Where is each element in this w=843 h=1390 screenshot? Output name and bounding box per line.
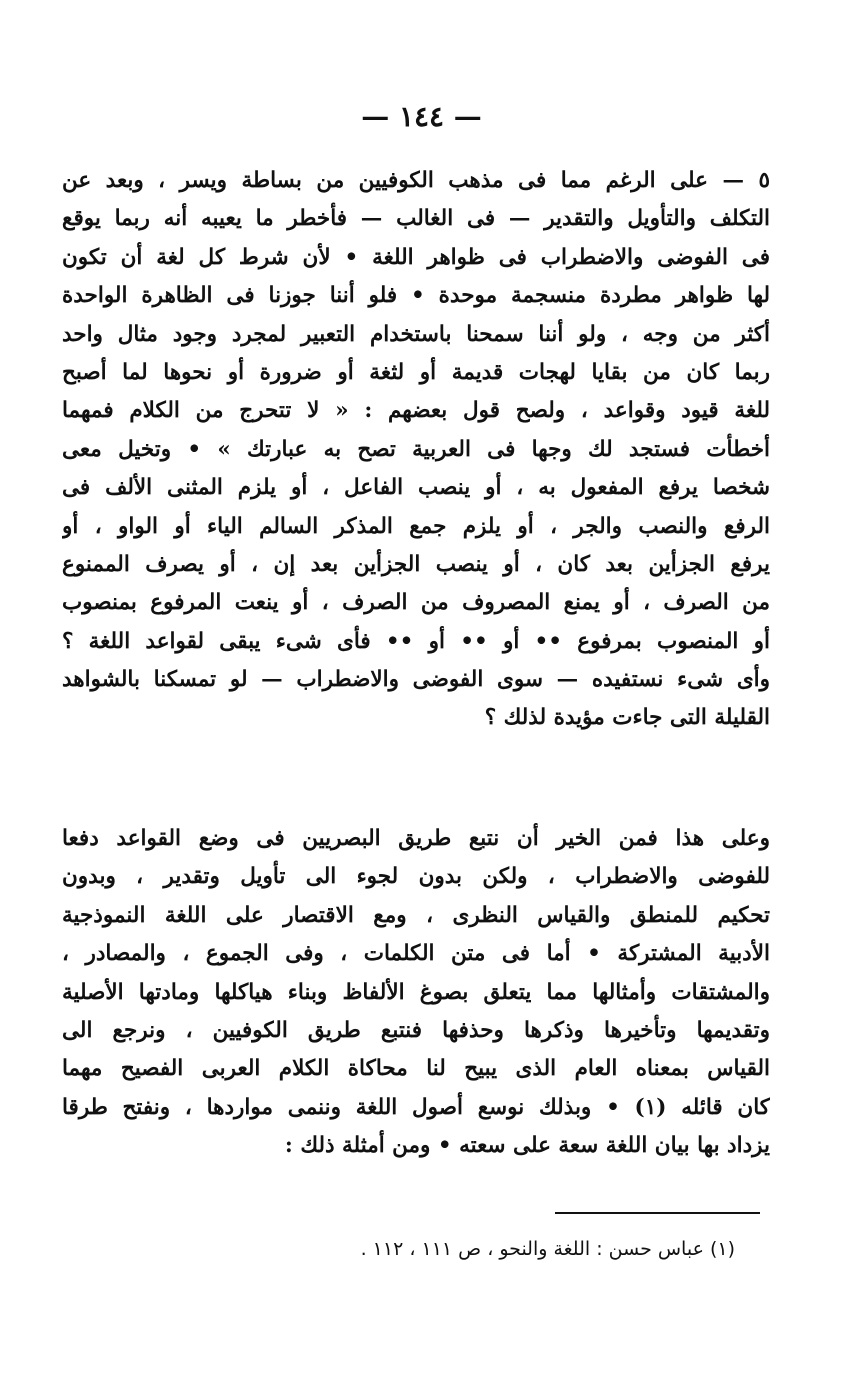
text-line: فى الفوضى والاضطراب فى ظواهر اللغة • لأن شرط كل لغة أن تكون — [62, 244, 770, 270]
text-line: الأدبية المشتركة • أما فى متن الكلمات ، وفى الجموع ، والمصادر ، — [62, 941, 770, 967]
footnote: (١) عباس حسن : اللغة والنحو ، ص ١١١ ، ١١٢ . — [360, 1238, 735, 1260]
text-line: للفوضى والاضطراب ، ولكن بدون لجوء الى تأويل وتقدير ، وبدون — [62, 864, 770, 890]
text-line: يرفع الجزأين بعد كان ، أو ينصب الجزأين بعد إن ، أو يصرف الممنوع — [62, 551, 770, 577]
text-line: تحكيم للمنطق والقياس النظرى ، ومع الاقتصار على اللغة النموذجية — [62, 902, 770, 928]
text-line: كان قائله (١) • وبذلك نوسع أصول اللغة وننمى مواردها ، ونفتح طرقا — [62, 1094, 770, 1120]
footnote-divider — [555, 1212, 760, 1214]
text-line: وأى شىء نستفيده — سوى الفوضى والاضطراب — لو تمسكنا بالشواهد — [62, 667, 770, 693]
text-line: والمشتقات وأمثالها مما يتعلق بصوغ الألفاظ وبناء هياكلها ومادتها الأصلية — [62, 979, 770, 1005]
text-line: لها ظواهر مطردة منسجمة موحدة • فلو أننا جوزنا فى الظاهرة الواحدة — [62, 283, 770, 309]
page-number: — ١٤٤ — — [361, 100, 482, 133]
text-line: الرفع والنصب والجر ، أو يلزم جمع المذكر السالم الياء أو الواو ، أو — [62, 513, 770, 539]
text-line: وتقديمها وتأخيرها وذكرها وحذفها فنتبع طريق الكوفيين ، ونرجع الى — [62, 1017, 770, 1043]
text-line: من الصرف ، أو يمنع المصروف من الصرف ، أو ينعت المرفوع بمنصوب — [62, 590, 770, 616]
text-line: أو المنصوب بمرفوع •• أو •• أو •• فأى شىء يبقى لقواعد اللغة ؟ — [62, 628, 770, 654]
text-line: القليلة التى جاءت مؤيدة لذلك ؟ — [484, 705, 770, 731]
text-line: أكثر من وجه ، ولو أننا سمحنا باستخدام التعبير لمجرد وجود مثال واحد — [62, 321, 770, 347]
paragraph-1 — [62, 162, 770, 738]
text-line: ربما كان من بقايا لهجات قديمة أو لثغة أو ضرورة أو نحوها لما أصبح — [62, 359, 770, 385]
paragraph-2 — [62, 820, 770, 1166]
text-line: للغة قيود وقواعد ، ولصح قول بعضهم : « لا تتحرج من الكلام فمهما — [62, 398, 770, 424]
text-line: وعلى هذا فمن الخير أن نتبع طريق البصريين فى وضع القواعد دفعا — [62, 826, 770, 851]
text-line: شخصا يرفع المفعول به ، أو ينصب الفاعل ، أو يلزم المثنى الألف فى — [62, 475, 770, 501]
text-line: ٥ — على الرغم مما فى مذهب الكوفيين من بساطة ويسر ، وبعد عن — [62, 168, 770, 193]
text-line: القياس بمعناه العام الذى يبيح لنا محاكاة الكلام العربى الفصيح مهما — [62, 1056, 770, 1082]
text-line: التكلف والتأويل والتقدير — فى الغالب — فأخطر ما يعيبه أنه ربما يوقع — [62, 206, 770, 232]
text-line: أخطأت فستجد لك وجها فى العربية تصح به عبارتك » • وتخيل معى — [62, 436, 770, 462]
text-line: يزداد بها بيان اللغة سعة على سعته • ومن أمثلة ذلك : — [284, 1133, 770, 1159]
